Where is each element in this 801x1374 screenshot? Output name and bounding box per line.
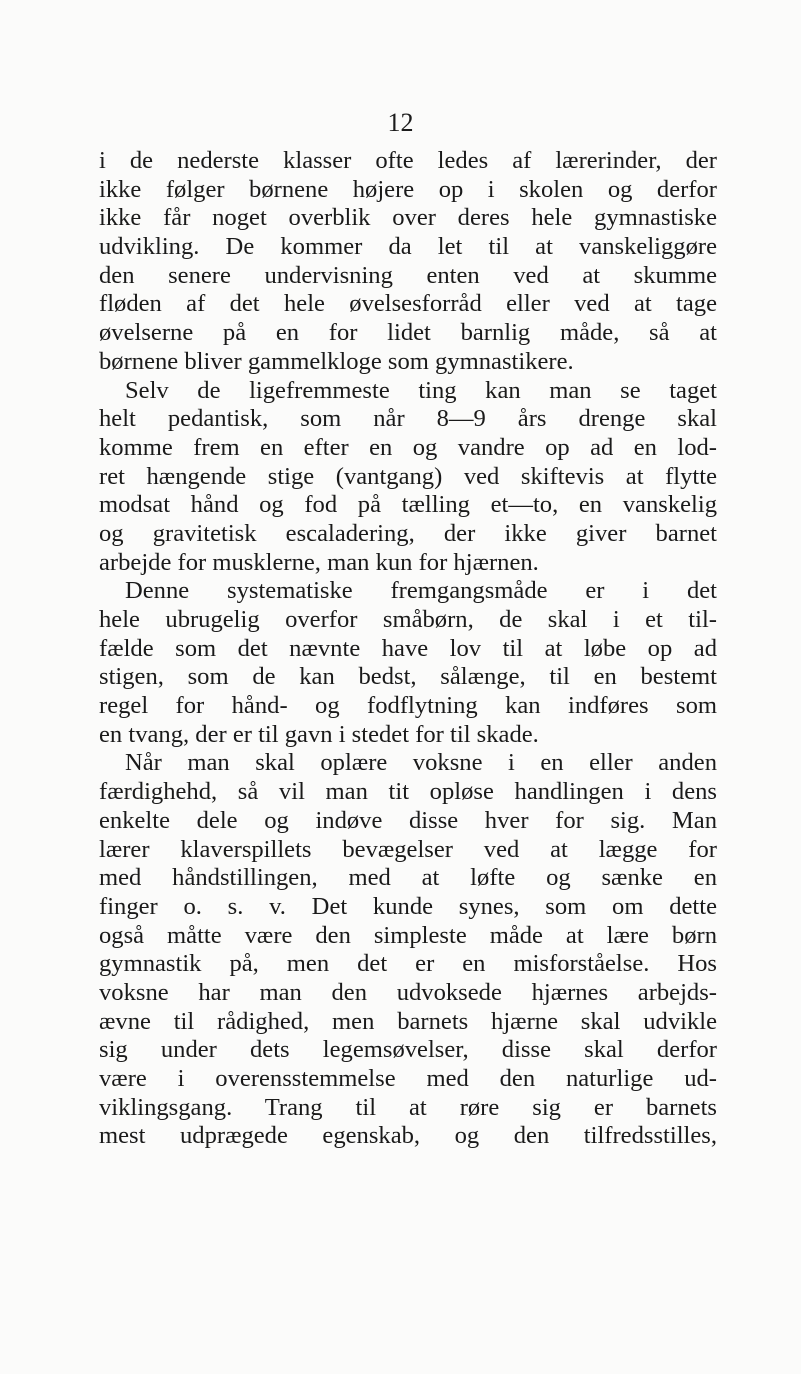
text-line: den senere undervisning enten ved at skumme	[99, 261, 717, 289]
text-line: hele ubrugelig overfor småbørn, de skal i et til-	[99, 606, 717, 633]
body-text	[99, 147, 717, 1151]
paragraph-first-line: Denne systematiske fremgangsmåde er i det	[125, 577, 717, 605]
text-line: komme frem en efter en og vandre op ad en lod-	[99, 433, 717, 461]
text-line: viklingsgang. Trang til at røre sig er barnets	[99, 1093, 717, 1121]
text-line: fløden af det hele øvelsesforråd eller ved at tage	[99, 290, 717, 318]
text-line: også måtte være den simpleste måde at lære børn	[99, 921, 717, 949]
text-line: med håndstillingen, med at løfte og sænke en	[99, 864, 717, 892]
text-line: finger o. s. v. Det kunde synes, som om dette	[99, 892, 717, 920]
text-line: enkelte dele og indøve disse hver for sig. Man	[99, 806, 717, 834]
text-line: sig under dets legemsøvelser, disse skal derfor	[99, 1036, 717, 1064]
text-line: fælde som det nævnte have lov til at løbe op ad	[99, 634, 717, 662]
text-line: mest udprægede egenskab, og den tilfredsstilles,	[99, 1122, 717, 1150]
text-line: ret hængende stige (vantgang) ved skiftevis at flytte	[99, 462, 717, 490]
text-line: lærer klaverspillets bevægelser ved at lægge for	[99, 835, 717, 863]
text-line: modsat hånd og fod på tælling et—to, en vanskelig	[99, 491, 717, 519]
text-line: voksne har man den udvoksede hjærnes arbejds-	[99, 978, 717, 1006]
text-line: en tvang, der er til gavn i stedet for til skade.	[99, 720, 539, 748]
text-line: og gravitetisk escaladering, der ikke giver barnet	[99, 519, 717, 547]
text-line: være i overensstemmelse med den naturlige ud-	[99, 1065, 717, 1092]
text-line: udvikling. De kommer da let til at vanskeliggøre	[99, 233, 717, 261]
text-line: færdighehd, så vil man tit opløse handlingen i dens	[99, 778, 717, 806]
text-line: ikke får noget overblik over deres hele gymnastiske	[99, 204, 717, 232]
text-line: ikke følger børnene højere op i skolen og derfor	[99, 175, 717, 203]
text-line: arbejde for musklerne, man kun for hjærnen.	[99, 548, 539, 576]
paragraph-first-line: Når man skal oplære voksne i en eller anden	[125, 749, 717, 777]
paragraph-first-line: Selv de ligefremmeste ting kan man se taget	[125, 376, 717, 404]
text-line: ævne til rådighed, men barnets hjærne skal udvikle	[99, 1007, 717, 1035]
text-line: regel for hånd- og fodflytning kan indføres som	[99, 692, 717, 720]
text-line: øvelserne på en for lidet barnlig måde, så at	[99, 319, 717, 347]
text-line: børnene bliver gammelkloge som gymnastikere.	[99, 347, 574, 375]
text-line: i de nederste klasser ofte ledes af lærerinder, der	[99, 147, 717, 174]
page-number: 12	[387, 108, 414, 137]
text-line: helt pedantisk, som når 8—9 års drenge skal	[99, 405, 717, 433]
text-line: gymnastik på, men det er en misforståelse. Hos	[99, 950, 717, 978]
text-line: stigen, som de kan bedst, sålænge, til en bestemt	[99, 663, 717, 691]
